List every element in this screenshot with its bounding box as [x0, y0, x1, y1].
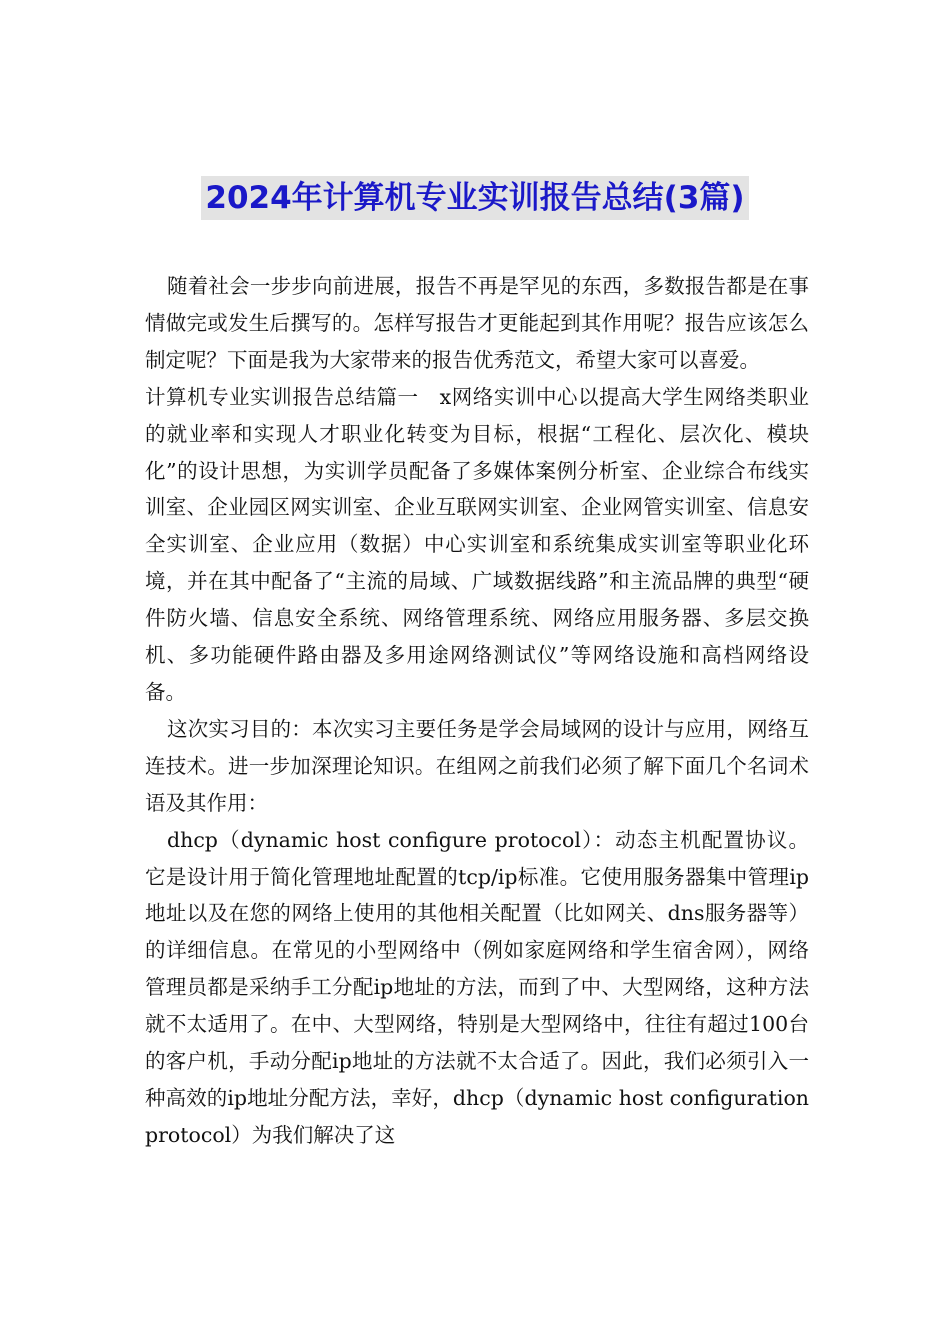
- title-container: [0, 176, 950, 220]
- document-title: 2024年计算机专业实训报告总结(3篇): [201, 176, 748, 220]
- paragraph-section-one: 计算机专业实训报告总结篇一 x网络实训中心以提高大学生网络类职业的就业率和实现人才职业化转变为目标，根据“工程化、层次化、模块化”的设计思想，为实训学员配备了多媒体案例分析室、企业综合布线实训室、企业园区网实训室、企业互联网实训室、企业网管实训室、信息安全实训室、企业应用（数据）中心实训室和系统集成实训室等职业化环境，并在其中配备了“主流的局域、广域数据线路”和主流品牌的典型“硬件防火墙、信息安全系统、网络管理系统、网络应用服务器、多层交换机、多功能硬件路由器及多用途网络测试仪”等网络设施和高档网络设备。: [145, 384, 809, 704]
- document-body: [145, 268, 809, 1154]
- paragraph-purpose: 这次实习目的：本次实习主要任务是学会局域网的设计与应用，网络互连技术。进一步加深理论知识。在组网之前我们必须了解下面几个名词术语及其作用：: [145, 716, 809, 815]
- paragraph-dhcp: dhcp（dynamic host configure protocol）：动态主机配置协议。它是设计用于简化管理地址配置的tcp/ip标准。它使用服务器集中管理ip地址以及在您的网络上使用的其他相关配置（比如网关、dns服务器等）的详细信息。在常见的小型网络中（例如家庭网络和学生宿舍网），网络管理员都是采纳手工分配ip地址的方法，而到了中、大型网络，这种方法就不太适用了。在中、大型网络，特别是大型网络中，往往有超过100台的客户机，手动分配ip地址的方法就不太合适了。因此，我们必须引入一种高效的ip地址分配方法，幸好，dhcp（dynamic host configuration protocol）为我们解决了这: [145, 827, 809, 1147]
- paragraph-intro: 随着社会一步步向前进展，报告不再是罕见的东西，多数报告都是在事情做完或发生后撰写的。怎样写报告才更能起到其作用呢？报告应该怎么制定呢？下面是我为大家带来的报告优秀范文，希望大家可以喜爱。: [145, 274, 809, 372]
